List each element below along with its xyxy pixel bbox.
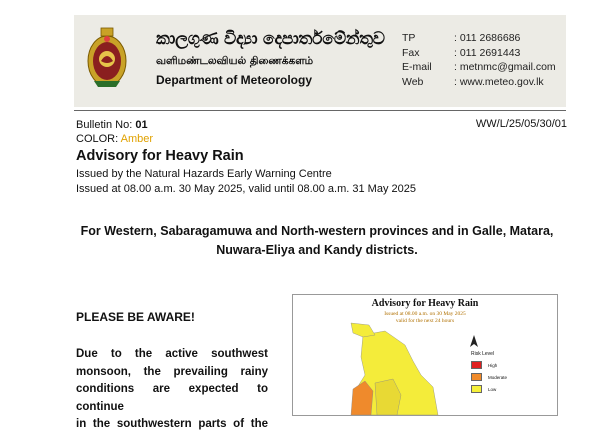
letterhead [74,15,566,107]
issued-at: Issued at 08.00 a.m. 30 May 2025, valid until 08.00 a.m. 31 May 2025 [76,182,416,195]
issued-by: Issued by the Natural Hazards Early Warning Centre [76,168,332,180]
advisory-map [292,294,558,416]
legend-title: Risk Level [471,351,495,357]
legend-item-low: Low [471,385,507,393]
header-divider [74,110,566,111]
sri-lanka-map [293,295,557,415]
color-amber-label: Amber [120,133,154,145]
issued-info [76,167,416,196]
aware-heading: PLEASE BE AWARE! [76,310,195,324]
map-region-peninsula [351,323,375,337]
bulletin-reference: WW/L/25/05/30/01 [475,118,567,130]
contact-phone: TP : 011 2686686 [402,32,521,44]
affected-provinces: For Western, Sabaragamuwa and North-western provinces and in Galle, Matara, Nuwara-Eliya and Kandy districts. [80,224,554,257]
bulletin-meta [76,118,153,146]
body-line: Due to the active southwest [76,348,268,360]
advisory-body [76,346,268,434]
map-subtitle: Issued at 08.00 a.m. on 30 May 2025 valid for the next 24 hours [384,311,466,324]
contact-email[interactable]: E-mail : metnmc@gmail.com [402,61,556,73]
contact-web[interactable]: Web : www.meteo.gov.lk [402,75,544,88]
contact-block [402,31,556,89]
contact-fax: Fax : 011 2691443 [402,46,521,59]
body-line: monsoon, the prevailing rainy [76,365,268,378]
legend-swatch-low [471,385,482,393]
body-line: conditions are expected to continue [76,383,268,413]
department-name-english: Department of Meteorology [156,73,313,87]
advisory-title: Advisory for Heavy Rain [76,148,244,164]
department-name-sinhala: කාලගුණ විද්‍යා දෙපාර්තමේන්තුව [156,29,385,49]
department-name-tamil: வளிமண்டலவியல் திணைக்களம் [156,55,314,67]
legend-item-high: High [471,361,507,369]
sri-lanka-emblem-icon [86,25,128,91]
legend-item-moderate: Moderate [471,373,507,381]
map-title: Advisory for Heavy Rain [371,298,479,309]
map-legend [471,351,507,397]
body-line: in the southwestern parts of the [76,418,268,430]
legend-swatch-moderate [471,373,482,381]
legend-swatch-high [471,361,482,369]
bulletin-number: Bulletin No: 01 [76,119,148,131]
bulletin-color: COLOR: Amber [76,133,154,145]
